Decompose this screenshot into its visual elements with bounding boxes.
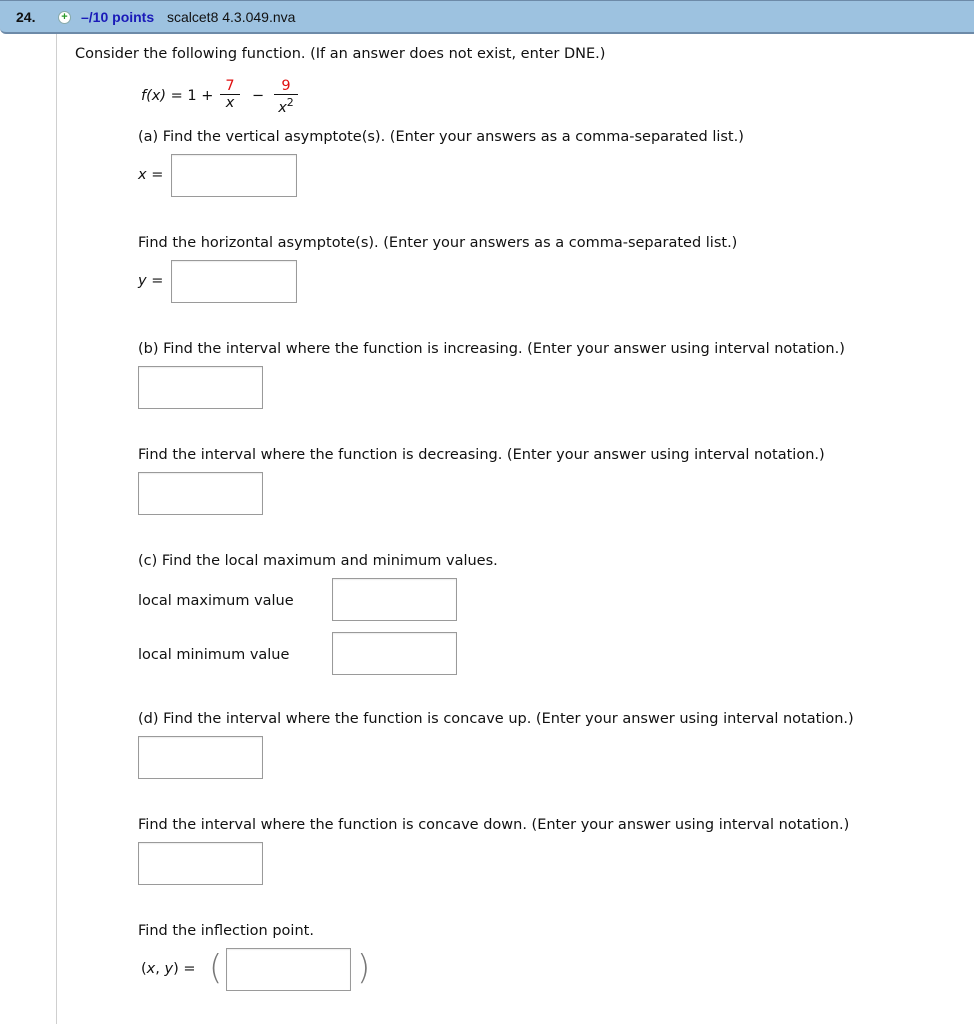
decreasing-interval-input[interactable] [138, 472, 263, 515]
question-number: 24. [16, 9, 36, 25]
term2-denominator: x [278, 99, 287, 116]
decreasing-prompt: Find the interval where the function is decreasing. (Enter your answer using interval notation.) [138, 447, 825, 463]
term2-exponent: 2 [286, 96, 294, 109]
open-paren: ( [209, 948, 223, 988]
term1-denominator: x [225, 95, 235, 111]
function-lhs: f(x) [141, 88, 166, 104]
local-max-input[interactable] [332, 578, 457, 621]
term2-numerator: 9 [281, 78, 291, 94]
question-source: scalcet8 4.3.049.nva [167, 9, 296, 25]
concave-up-prompt: (d) Find the interval where the function is concave up. (Enter your answer using interval notation.) [138, 711, 854, 727]
inflection-prompt: Find the inflection point. [138, 923, 314, 939]
x-equals-label: x = [138, 167, 164, 183]
close-paren: ) [357, 948, 371, 988]
vertical-asymptote-input[interactable] [171, 154, 297, 197]
function-eq: = 1 + [170, 88, 214, 104]
concave-down-prompt: Find the interval where the function is concave down. (Enter your answer using interval notation.) [138, 817, 850, 833]
local-extrema-prompt: (c) Find the local maximum and minimum values. [138, 553, 498, 569]
horizontal-asymptote-input[interactable] [171, 260, 297, 303]
increasing-prompt: (b) Find the interval where the function is increasing. (Enter your answer using interval notation.) [138, 341, 845, 357]
inflection-point-input[interactable] [226, 948, 351, 991]
local-min-label: local minimum value [138, 647, 290, 663]
concave-up-input[interactable] [138, 736, 263, 779]
left-divider [56, 34, 57, 1024]
increasing-interval-input[interactable] [138, 366, 263, 409]
y-equals-label: y = [138, 273, 164, 289]
xy-label: (x, y) = [141, 961, 196, 977]
local-max-label: local maximum value [138, 593, 294, 609]
local-min-input[interactable] [332, 632, 457, 675]
question-header [0, 0, 974, 34]
points-label: –/10 points [81, 9, 155, 25]
intro-text: Consider the following function. (If an answer does not exist, enter DNE.) [75, 46, 606, 62]
concave-down-input[interactable] [138, 842, 263, 885]
fraction-term1 [220, 78, 240, 111]
fraction-term2 [274, 78, 298, 116]
expand-plus-icon[interactable]: + [58, 11, 71, 24]
function-minus: − [252, 88, 265, 104]
term1-numerator: 7 [225, 78, 235, 94]
vertical-asymptote-prompt: (a) Find the vertical asymptote(s). (Enter your answers as a comma-separated list.) [138, 129, 744, 145]
horizontal-asymptote-prompt: Find the horizontal asymptote(s). (Enter your answers as a comma-separated list.) [138, 235, 738, 251]
